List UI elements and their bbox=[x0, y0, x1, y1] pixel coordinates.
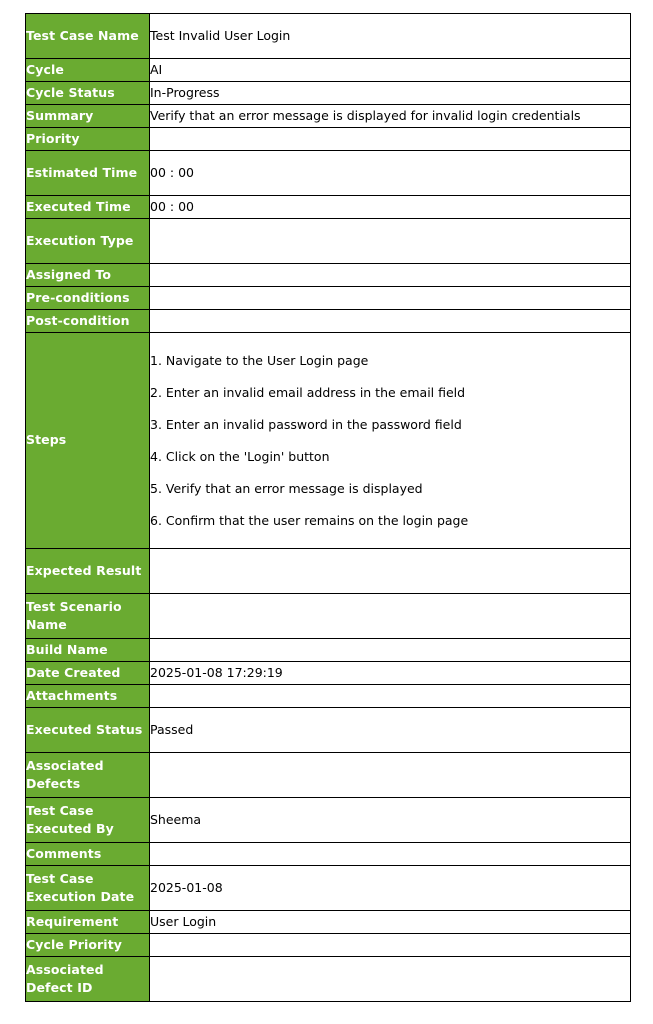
row-label: Test Case Name bbox=[26, 14, 150, 59]
row-label: Cycle bbox=[26, 59, 150, 82]
row-value: Passed bbox=[150, 708, 631, 753]
table-row bbox=[26, 14, 631, 59]
row-label: Associated Defect ID bbox=[26, 957, 150, 1002]
table-row bbox=[26, 128, 631, 151]
row-label: Requirement bbox=[26, 911, 150, 934]
row-label: Attachments bbox=[26, 685, 150, 708]
row-value bbox=[150, 264, 631, 287]
step-item: 5. Verify that an error message is displayed bbox=[150, 481, 423, 496]
step-item: 4. Click on the 'Login' button bbox=[150, 449, 330, 464]
table-row bbox=[26, 219, 631, 264]
table-row bbox=[26, 59, 631, 82]
row-label: Test Case Executed By bbox=[26, 798, 150, 843]
row-label: Pre-conditions bbox=[26, 287, 150, 310]
row-label: Cycle Priority bbox=[26, 934, 150, 957]
row-label: Expected Result bbox=[26, 549, 150, 594]
step-item: 6. Confirm that the user remains on the login page bbox=[150, 513, 469, 528]
table-row bbox=[26, 264, 631, 287]
row-value: 2025-01-08 17:29:19 bbox=[150, 662, 631, 685]
row-value bbox=[150, 594, 631, 639]
table-body bbox=[26, 14, 631, 1002]
table-row bbox=[26, 866, 631, 911]
row-value: Test Invalid User Login bbox=[150, 14, 631, 59]
row-value bbox=[150, 128, 631, 151]
row-label: Build Name bbox=[26, 639, 150, 662]
table-row bbox=[26, 287, 631, 310]
row-label: Associated Defects bbox=[26, 753, 150, 798]
test-case-table bbox=[25, 13, 631, 1002]
row-label: Executed Status bbox=[26, 708, 150, 753]
table-row bbox=[26, 934, 631, 957]
row-label: Executed Time bbox=[26, 196, 150, 219]
row-value bbox=[150, 549, 631, 594]
table-row bbox=[26, 82, 631, 105]
table-row bbox=[26, 310, 631, 333]
row-value bbox=[150, 639, 631, 662]
row-value: 00 : 00 bbox=[150, 151, 631, 196]
table-row bbox=[26, 594, 631, 639]
step-item: 3. Enter an invalid password in the password field bbox=[150, 417, 462, 432]
row-value bbox=[150, 957, 631, 1002]
steps-list bbox=[150, 333, 631, 549]
table-row bbox=[26, 798, 631, 843]
table-row bbox=[26, 685, 631, 708]
table-row bbox=[26, 843, 631, 866]
row-value bbox=[150, 685, 631, 708]
row-label: Execution Type bbox=[26, 219, 150, 264]
row-value bbox=[150, 310, 631, 333]
row-value: Sheema bbox=[150, 798, 631, 843]
row-value: 00 : 00 bbox=[150, 196, 631, 219]
row-value bbox=[150, 753, 631, 798]
table-row bbox=[26, 662, 631, 685]
table-row bbox=[26, 105, 631, 128]
row-value: In-Progress bbox=[150, 82, 631, 105]
table-row bbox=[26, 639, 631, 662]
row-value: 2025-01-08 bbox=[150, 866, 631, 911]
row-value: Verify that an error message is displayed for invalid login credentials bbox=[150, 105, 631, 128]
row-label: Test Scenario Name bbox=[26, 594, 150, 639]
row-label: Assigned To bbox=[26, 264, 150, 287]
row-value bbox=[150, 287, 631, 310]
row-label: Comments bbox=[26, 843, 150, 866]
step-item: 2. Enter an invalid email address in the email field bbox=[150, 385, 466, 400]
row-value bbox=[150, 843, 631, 866]
row-label: Post-condition bbox=[26, 310, 150, 333]
row-label: Estimated Time bbox=[26, 151, 150, 196]
table-row bbox=[26, 753, 631, 798]
row-value: AI bbox=[150, 59, 631, 82]
row-value: User Login bbox=[150, 911, 631, 934]
row-value bbox=[150, 934, 631, 957]
step-item: 1. Navigate to the User Login page bbox=[150, 353, 369, 368]
table-row bbox=[26, 151, 631, 196]
row-label: Date Created bbox=[26, 662, 150, 685]
row-label: Summary bbox=[26, 105, 150, 128]
row-label-steps: Steps bbox=[26, 333, 150, 549]
table-row bbox=[26, 196, 631, 219]
table-row-steps bbox=[26, 333, 631, 549]
table-row bbox=[26, 957, 631, 1002]
table-row bbox=[26, 549, 631, 594]
table-row bbox=[26, 708, 631, 753]
row-value bbox=[150, 219, 631, 264]
row-label: Cycle Status bbox=[26, 82, 150, 105]
row-label: Priority bbox=[26, 128, 150, 151]
table-row bbox=[26, 911, 631, 934]
row-label: Test Case Execution Date bbox=[26, 866, 150, 911]
